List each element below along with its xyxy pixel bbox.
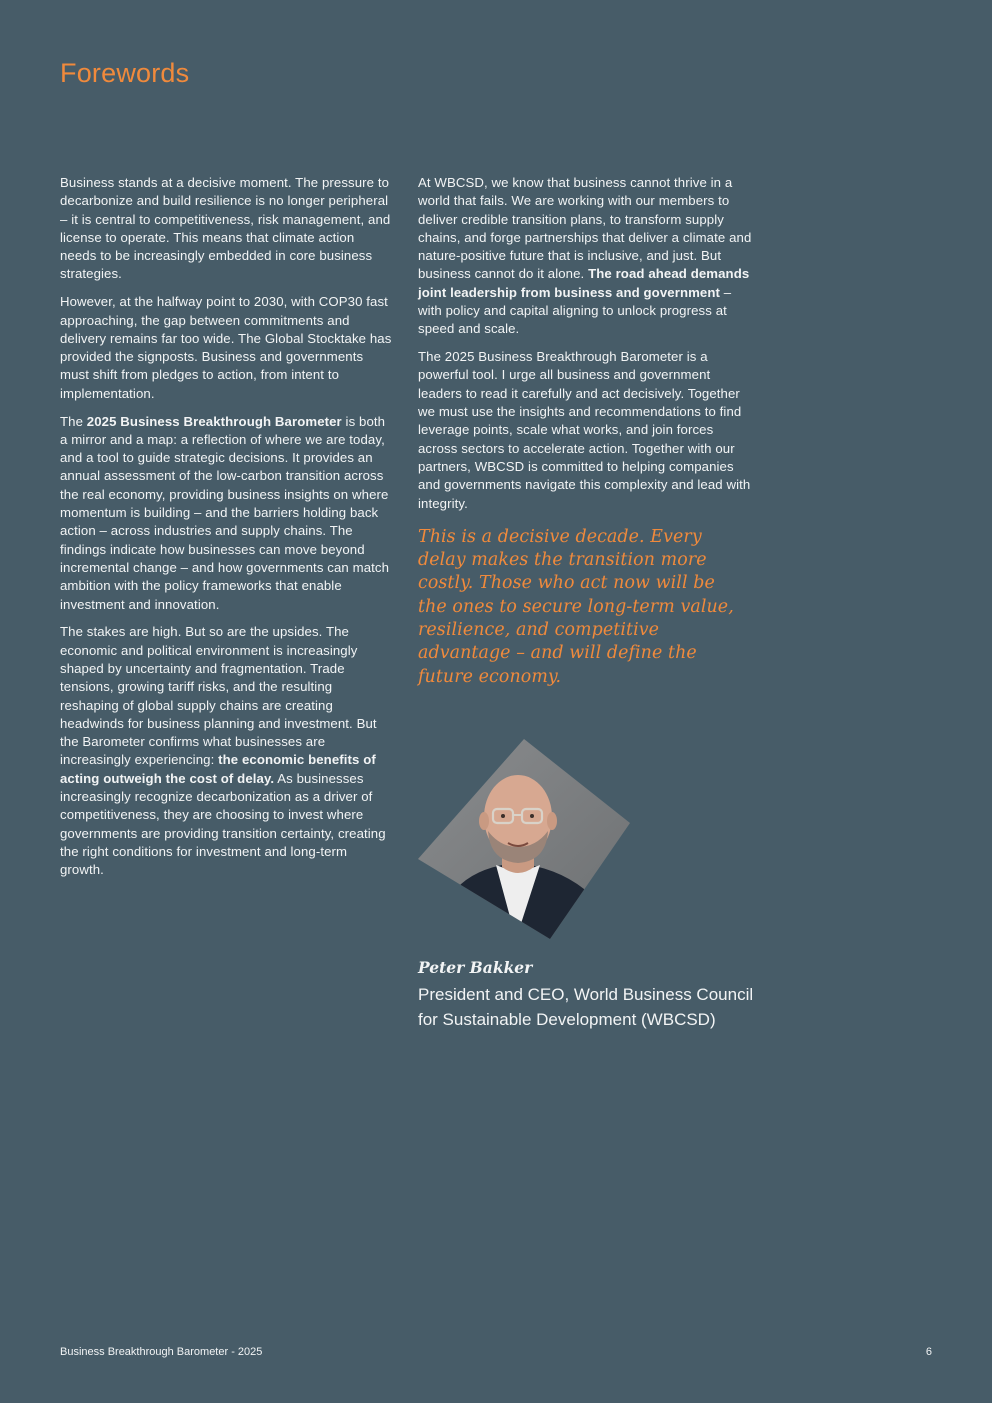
bold-text: the economic benefits of acting outweigh the cost of delay. bbox=[60, 752, 376, 786]
paragraph: However, at the halfway point to 2030, with COP30 fast approaching, the gap between commitments and delivery remains far too wide. The Global Stocktake has provided the signposts. Business and governments must shift from pledges to action, from intent to implementation. bbox=[60, 294, 392, 401]
signatory-name: Peter Bakker bbox=[418, 958, 533, 977]
paragraph: Business stands at a decisive moment. The pressure to decarbonize and build resilience is no longer peripheral – it is central to competitiveness, risk management, and license to operate. This means that climate action needs to be increasingly embedded in core business strategies. bbox=[60, 175, 391, 282]
pull-quote: This is a decisive decade. Every delay makes the transition more costly. Those who act now will be the ones to secure long-term value, resilience, and competitive advantage – and will define the future economy. bbox=[418, 526, 734, 687]
page-number: 6 bbox=[925, 1346, 932, 1358]
paragraph: The 2025 Business Breakthrough Barometer is a powerful tool. I urge all business and government leaders to read it carefully and act decisively. Together we must use the insights and recommendations to find leverage points, scale what works, and join forces across sectors to accelerate action. Together with our partners, WBCSD is committed to helping companies and governments navigate this complexity and lead with integrity. bbox=[418, 349, 751, 511]
paragraph: At WBCSD, we know that business cannot thrive in a world that fails. We are working with our members to deliver credible transition plans, to transform supply chains, and forge partnerships that deliver a climate and nature-positive future that is inclusive, and just. But business cannot do it alone. The road ahead demands joint leadership from business and government – with policy and capital aligning to unlock progress at speed and scale. bbox=[418, 175, 752, 337]
signatory-role: President and CEO, World Business Council for Sustainable Development (WBCSD) bbox=[418, 985, 754, 1029]
portrait-photo bbox=[416, 739, 630, 939]
footer-publication-title: Business Breakthrough Barometer - 2025 bbox=[60, 1346, 263, 1358]
page-title: Forewords bbox=[60, 58, 190, 88]
left-column bbox=[60, 174, 394, 889]
paragraph: The 2025 Business Breakthrough Barometer is both a mirror and a map: a reflection of where we are today, and a tool to guide strategic decisions. It provides an annual assessment of the low-carbon transition across the real economy, providing business insights on where momentum is building – and the barriers holding back action – across industries and supply chains. The findings indicate how businesses can move beyond incremental change – and how governments can match ambition with the policy frameworks that enable investment and innovation. bbox=[60, 413, 390, 612]
right-column bbox=[418, 174, 754, 689]
bold-text: The road ahead demands joint leadership from business and government bbox=[418, 266, 750, 300]
bold-text: 2025 Business Breakthrough Barometer bbox=[86, 413, 342, 429]
paragraph: The stakes are high. But so are the upsides. The economic and political environment is increasingly shaped by uncertainty and fragmentation. Trade tensions, growing tariff risks, and the resulting reshaping of global supply chains are creating headwinds for business planning and investment. But the Barometer confirms what businesses are increasingly experiencing: the economic benefits of acting outweigh the cost of delay. As businesses increasingly recognize decarbonization as a driver of competitiveness, they are choosing to invest where governments are providing transition certainty, creating the right conditions for investment and long-term growth. bbox=[60, 624, 386, 878]
